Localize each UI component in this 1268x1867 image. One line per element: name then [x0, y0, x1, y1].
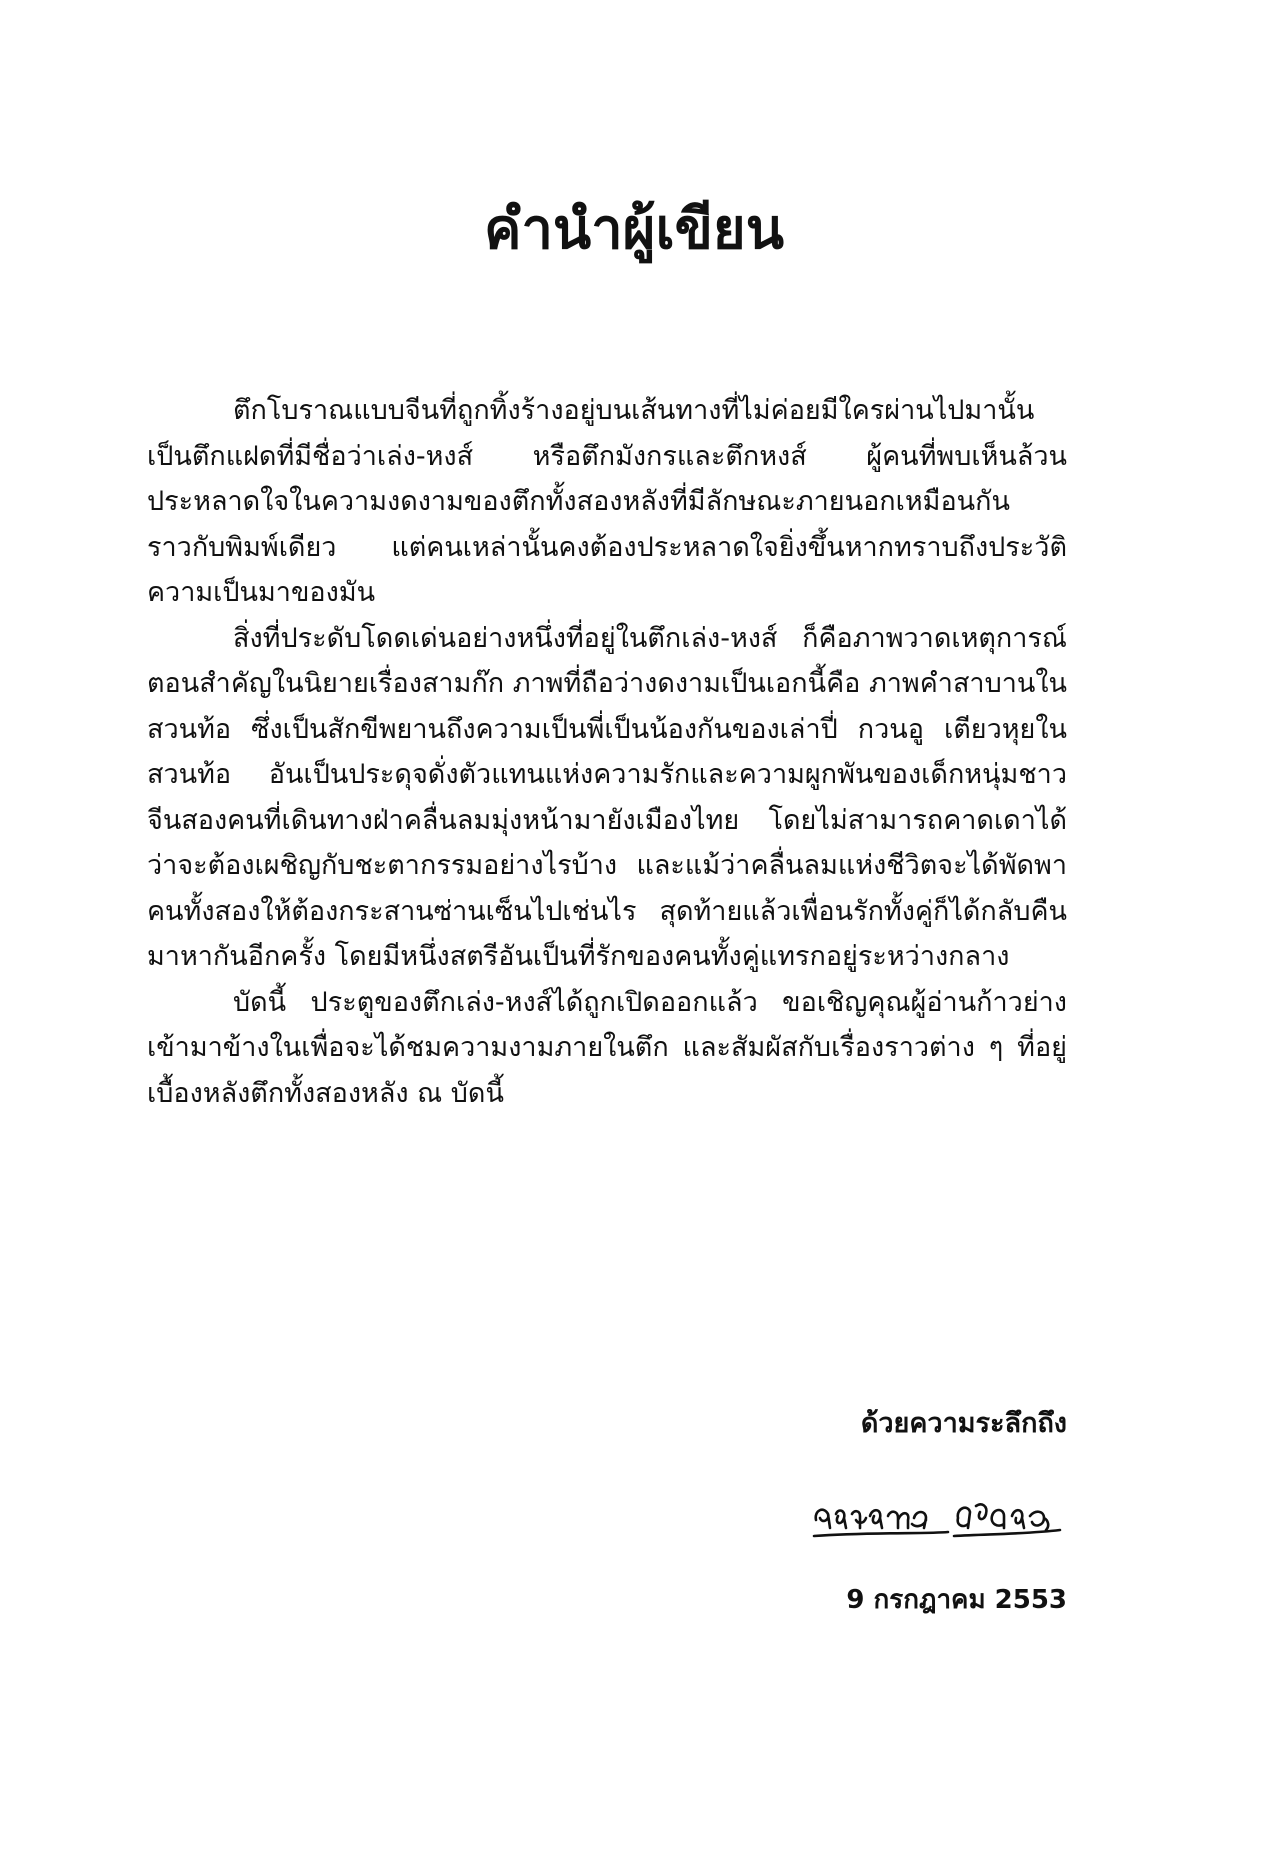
paragraph-3: บัดนี้ ประตูของตึกเล่ง-หงส์ได้ถูกเปิดออกแล้ว ขอเชิญคุณผู้อ่านก้าวย่างเข้ามาข้างในเพื่อจะได้ชมความงามภายในตึก และสัมผัสกับเรื่องราวต่าง ๆ ที่อยู่เบื้องหลังตึกทั้งสองหลัง ณ บัดนี้ [147, 986, 1067, 1109]
paragraph-2: สิ่งที่ประดับโดดเด่นอย่างหนึ่งที่อยู่ในตึกเล่ง-หงส์ ก็คือภาพวาดเหตุการณ์ตอนสำคัญในนิยายเรื่องสามก๊ก ภาพที่ถือว่างดงามเป็นเอกนี้คือ ภาพคำสาบานในสวนท้อ ซึ่งเป็นสักขีพยานถึงความเป็นพี่เป็นน้องกันของเล่าปี่ กวนอู เตียวหุยในสวนท้อ อันเป็นประดุจดั่งตัวแทนแห่งความรักและความผูกพันของเด็กหนุ่มชาวจีนสองคนที่เดินทางฝ่าคลื่นลมมุ่งหน้ามายังเมืองไทย โดยไม่สามารถคาดเดาได้ว่าจะต้องเผชิญกับชะตากรรมอย่างไรบ้าง และแม้ว่าคลื่นลมแห่งชีวิตจะได้พัดพาคนทั้งสองให้ต้องกระสานซ่านเซ็นไปเช่นไร สุดท้ายแล้วเพื่อนรักทั้งคู่ก็ได้กลับคืนมาหากันอีกครั้ง โดยมีหนึ่งสตรีอันเป็นที่รักของคนทั้งคู่แทรกอยู่ระหว่างกลาง [147, 622, 1067, 972]
closing-salutation: ด้วยความระลึกถึง [860, 1408, 1067, 1439]
paragraph-1: ตึกโบราณแบบจีนที่ถูกทิ้งร้างอยู่บนเส้นทางที่ไม่ค่อยมีใครผ่านไปมานั้น เป็นตึกแฝดที่มีชื่อว่าเล่ง-หงส์ หรือตึกมังกรและตึกหงส์ ผู้คนที่พบเห็นล้วนประหลาดใจในความงดงามของตึกทั้งสองหลังที่มีลักษณะภายนอกเหมือนกันราวกับพิมพ์เดียว แต่คนเหล่านั้นคงต้องประหลาดใจยิ่งขึ้นหากทราบถึงประวัติความเป็นมาของมัน [147, 395, 1067, 608]
page-title: คำนำผู้เขียน [484, 197, 784, 262]
date: 9 กรกฎาคม 2553 [846, 1585, 1067, 1615]
body-text [147, 388, 1067, 1116]
signature-image [808, 1480, 1070, 1550]
